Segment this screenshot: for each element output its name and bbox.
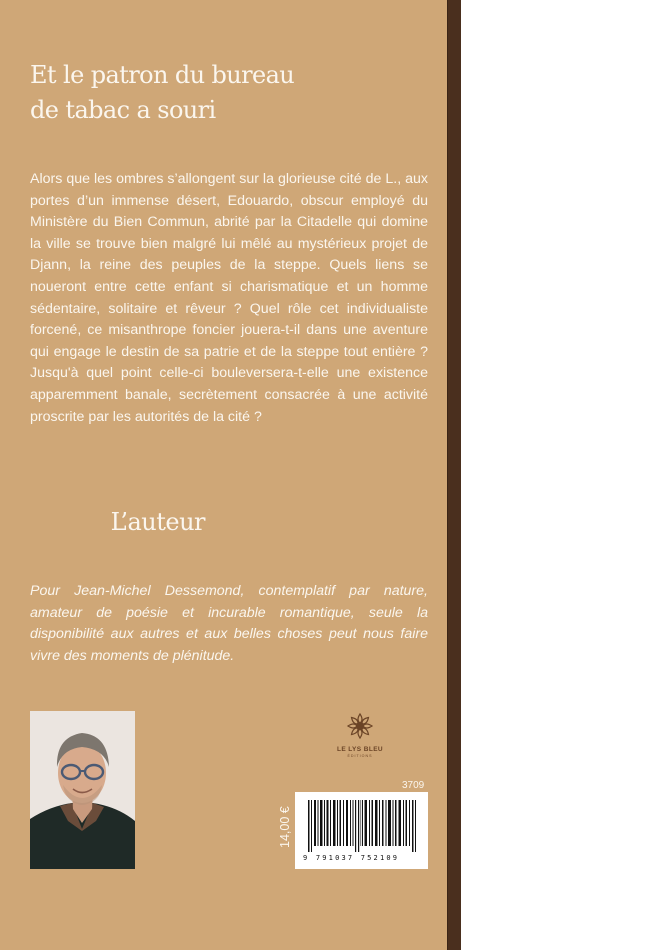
- title-line-1: Et le patron du bureau: [30, 61, 295, 89]
- author-portrait-image: [30, 711, 135, 869]
- publisher-logo: [330, 712, 390, 764]
- price-label: 14,00 €: [278, 806, 292, 848]
- author-photo: [30, 711, 135, 869]
- publisher-name: LE LYS BLEU: [336, 746, 384, 753]
- isbn-barcode: [295, 792, 428, 869]
- book-blurb: Alors que les ombres s’allongent sur la glorieuse cité de L., aux portes d’un immense désert, Edouardo, obscur employé du Ministère du Bien Commun, abrité par la Citadelle qui domine la ville se trouve bien malgré lui mêlé au mystérieux projet de Djann, la reine des peuples de la steppe. Quels liens se noueront entre cette enfant si charismatique et un homme sédentaire, solitaire et rêveur ? Quel rôle cet individualiste forcené, ce misanthrope foncier jouera-t-il dans une aventure qui engage le destin de sa patrie et de la steppe tout entière ? Jusqu'à quel point celle-ci bouleversera-t-elle une existence apparemment banale, secrètement consacrée à une activité proscrite par les autorités de la cité ?: [30, 171, 428, 425]
- book-spine: [447, 0, 461, 950]
- book-title: [30, 58, 430, 128]
- barcode-digits: 9 791037 752109: [303, 854, 400, 862]
- publisher-subtitle: ÉDITIONS: [347, 754, 373, 758]
- author-heading: L’auteur: [110, 508, 205, 536]
- reference-code: 3709: [402, 780, 425, 791]
- lotus-flower-icon: [346, 712, 374, 740]
- author-bio: Pour Jean-Michel Dessemond, contemplatif par nature, amateur de poésie et incurable romantique, seule la disponibilité aux autres et aux belles choses peut nous faire vivre des moments de plénitude.: [30, 583, 428, 664]
- title-line-2: de tabac a souri: [30, 96, 216, 124]
